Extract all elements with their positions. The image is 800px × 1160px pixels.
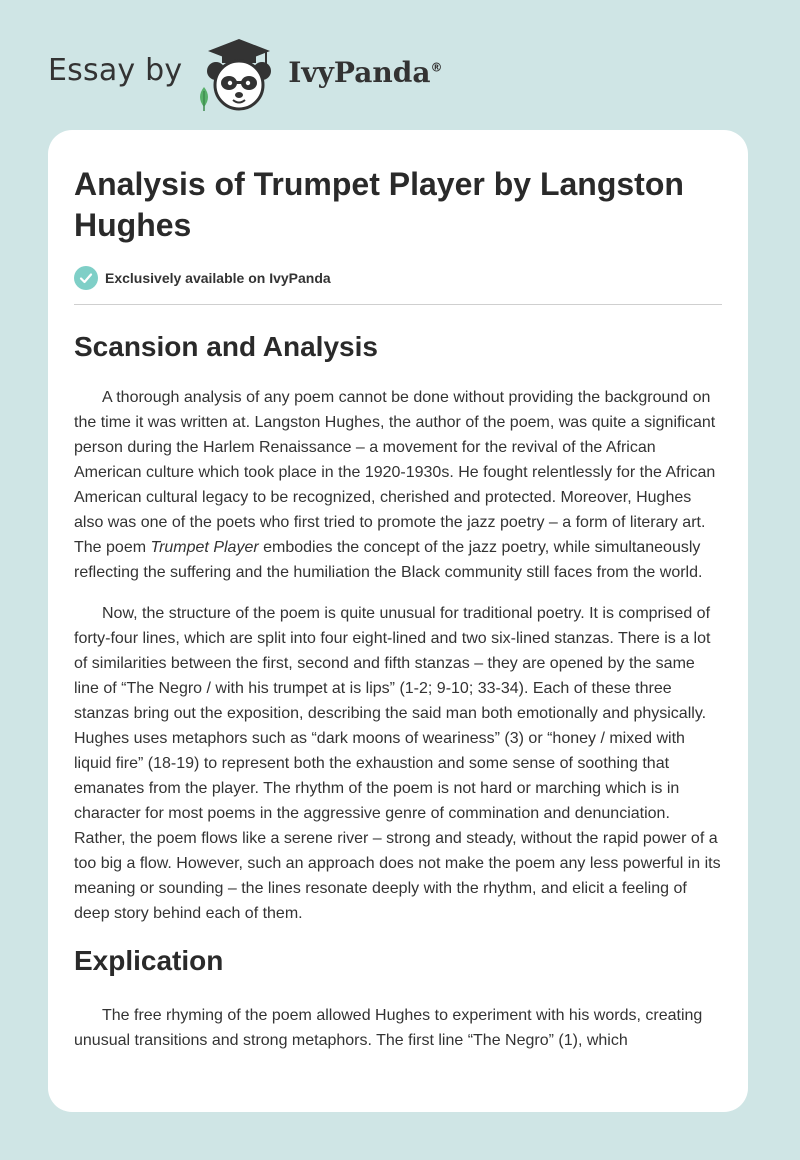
site-header	[48, 34, 442, 114]
paragraph: Now, the structure of the poem is quite unusual for traditional poetry. It is comprised of forty-four lines, which are split into four eight-lined and two six-lined stanzas. There is a lot of similarities between the first, second and fifth stanzas – they are opened by the same line of “The Negro / with his trumpet at is lips” (1-2; 9-10; 33-34). Each of these three stanzas bring out the exposition, describing the said man both emotionally and physically. Hughes uses metaphors such as “dark moons of weariness” (3) or “honey / mixed with liquid fire” (18-19) to represent both the exhaustion and some sense of soothing that emanates from the player. The rhythm of the poem is not hard or marching which is in character for most poems in the aggressive genre of commination and denunciation. Rather, the poem flows like a serene river – strong and steady, without the rapid power of a too big a flow. However, such an approach does not make the poem any less powerful in its meaning or sounding – the lines resonate deeply with the rhythm, and elicit a feeling of deep story behind each of them.	[74, 605, 721, 922]
registered-mark: ®	[430, 60, 443, 75]
section-heading-explication: Explication	[74, 945, 224, 976]
essay-card	[48, 130, 748, 1112]
brand-name: IvyPanda®	[288, 55, 443, 89]
exclusive-badge	[74, 266, 722, 305]
exclusive-badge-label: Exclusively available on IvyPanda	[105, 270, 331, 286]
section-heading-scansion: Scansion and Analysis	[74, 331, 378, 362]
essay-title: Analysis of Trumpet Player by Langston Hughes	[74, 166, 684, 243]
paragraph: The free rhyming of the poem allowed Hughes to experiment with his words, creating unusual transitions and strong metaphors. The first line “The Negro” (1), which	[74, 1007, 703, 1049]
poem-title-italic: Trumpet Player	[150, 539, 259, 556]
checkmark-icon	[74, 266, 98, 290]
essay-by-label: Essay by	[48, 52, 183, 88]
ivypanda-logo-icon[interactable]	[194, 35, 284, 113]
paragraph: A thorough analysis of any poem cannot be done without providing the background on the time it was written at. Langston Hughes, the author of the poem, was quite a significant person during the Harlem Renaissance – a movement for the revival of the African American culture which took place in the 1920-1930s. He fought relentlessly for the African American cultural legacy to be recognized, cherished and protected. Moreover, Hughes also was one of the poets who first tried to promote the jazz poetry – a form of literary art. The poem Trumpet Player embodies the concept of the jazz poetry, while simultaneously reflecting the suffering and the humiliation the Black community still faces from the world.	[74, 389, 716, 581]
